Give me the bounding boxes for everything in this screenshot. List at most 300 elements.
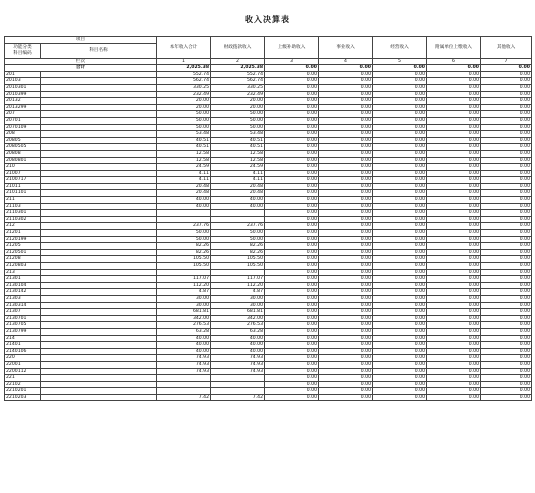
row-other-income: 0.00	[481, 328, 532, 335]
row-total-income: 7.42	[157, 394, 211, 401]
row-business-income: 0.00	[319, 388, 373, 395]
row-code: 2120803	[5, 263, 41, 270]
row-name	[41, 276, 157, 283]
row-name	[41, 98, 157, 105]
row-operating-income: 0.00	[373, 170, 427, 177]
row-business-income: 0.00	[319, 295, 373, 302]
row-operating-income: 0.00	[373, 98, 427, 105]
row-affiliate-income: 0.00	[427, 269, 481, 276]
row-business-income: 0.00	[319, 335, 373, 342]
row-fiscal-income: 53.48	[211, 131, 265, 138]
row-code: 2130104	[5, 282, 41, 289]
row-name	[41, 322, 157, 329]
row-operating-income: 0.00	[373, 124, 427, 131]
row-operating-income: 0.00	[373, 302, 427, 309]
row-name	[41, 348, 157, 355]
table-row	[5, 309, 532, 316]
table-row	[5, 328, 532, 335]
row-affiliate-income: 0.00	[427, 375, 481, 382]
table-header-top	[5, 37, 532, 44]
row-total-income	[157, 381, 211, 388]
row-fiscal-income: 4.11	[211, 170, 265, 177]
table-row	[5, 381, 532, 388]
row-fiscal-income: 40.51	[211, 137, 265, 144]
row-total-income: 562.74	[157, 78, 211, 85]
row-name	[41, 170, 157, 177]
row-operating-income: 0.00	[373, 183, 427, 190]
row-name	[41, 269, 157, 276]
row-superior-subsidy: 0.00	[265, 131, 319, 138]
row-operating-income: 0.00	[373, 309, 427, 316]
row-fiscal-income: 4.11	[211, 177, 265, 184]
row-name	[41, 236, 157, 243]
index-num: 5	[373, 58, 427, 65]
row-operating-income: 0.00	[373, 348, 427, 355]
row-code: 20701	[5, 117, 41, 124]
row-fiscal-income: 40.00	[211, 342, 265, 349]
row-other-income: 0.00	[481, 315, 532, 322]
row-other-income: 0.00	[481, 394, 532, 401]
row-name	[41, 335, 157, 342]
row-code: 2101101	[5, 190, 41, 197]
row-name	[41, 328, 157, 335]
row-fiscal-income: 112.20	[211, 282, 265, 289]
row-other-income: 0.00	[481, 190, 532, 197]
row-fiscal-income: 40.00	[211, 348, 265, 355]
row-name	[41, 355, 157, 362]
row-affiliate-income: 0.00	[427, 137, 481, 144]
row-code: 21208	[5, 256, 41, 263]
row-total-income: 232.49	[157, 91, 211, 98]
row-business-income: 0.00	[319, 164, 373, 171]
row-affiliate-income: 0.00	[427, 157, 481, 164]
row-operating-income: 0.00	[373, 137, 427, 144]
row-total-income: 50.00	[157, 230, 211, 237]
row-code: 208	[5, 131, 41, 138]
row-code: 2080505	[5, 144, 41, 151]
col-header-5: 经营收入	[373, 37, 427, 59]
row-other-income: 0.00	[481, 144, 532, 151]
row-affiliate-income: 0.00	[427, 236, 481, 243]
row-total-income: 40.51	[157, 137, 211, 144]
row-business-income: 0.00	[319, 361, 373, 368]
index-num: 7	[481, 58, 532, 65]
row-name	[41, 375, 157, 382]
table-row	[5, 289, 532, 296]
row-business-income: 0.00	[319, 394, 373, 401]
row-total-income: 20.00	[157, 104, 211, 111]
row-code: 20805	[5, 137, 41, 144]
row-superior-subsidy: 0.00	[265, 355, 319, 362]
row-code: 2130701	[5, 315, 41, 322]
row-fiscal-income: 30.00	[211, 302, 265, 309]
row-other-income: 0.00	[481, 137, 532, 144]
row-affiliate-income: 0.00	[427, 144, 481, 151]
row-superior-subsidy: 0.00	[265, 315, 319, 322]
index-num: 3	[265, 58, 319, 65]
row-code: 21205	[5, 243, 41, 250]
row-business-income: 0.00	[319, 71, 373, 78]
row-fiscal-income: 12.58	[211, 157, 265, 164]
total-value: 2,025.38	[211, 65, 265, 72]
row-fiscal-income: 63.28	[211, 328, 265, 335]
total-row	[5, 65, 532, 72]
row-business-income: 0.00	[319, 190, 373, 197]
table-row	[5, 295, 532, 302]
row-total-income: 63.28	[157, 328, 211, 335]
row-affiliate-income: 0.00	[427, 177, 481, 184]
row-total-income	[157, 269, 211, 276]
row-total-income: 4.87	[157, 289, 211, 296]
row-name	[41, 388, 157, 395]
row-operating-income: 0.00	[373, 197, 427, 204]
row-affiliate-income: 0.00	[427, 289, 481, 296]
row-operating-income: 0.00	[373, 190, 427, 197]
row-fiscal-income: 562.74	[211, 78, 265, 85]
row-superior-subsidy: 0.00	[265, 164, 319, 171]
total-value: 0.00	[265, 65, 319, 72]
income-table	[4, 36, 532, 401]
row-business-income: 0.00	[319, 375, 373, 382]
row-superior-subsidy: 0.00	[265, 328, 319, 335]
row-superior-subsidy: 0.00	[265, 150, 319, 157]
row-code: 21307	[5, 309, 41, 316]
row-fiscal-income: 7.42	[211, 394, 265, 401]
row-other-income: 0.00	[481, 84, 532, 91]
row-name	[41, 361, 157, 368]
row-total-income: 117.07	[157, 276, 211, 283]
table-row	[5, 137, 532, 144]
row-superior-subsidy: 0.00	[265, 249, 319, 256]
row-business-income: 0.00	[319, 78, 373, 85]
table-row	[5, 249, 532, 256]
total-value: 0.00	[427, 65, 481, 72]
row-affiliate-income: 0.00	[427, 335, 481, 342]
row-code: 2140106	[5, 348, 41, 355]
row-fiscal-income: 20.00	[211, 98, 265, 105]
row-affiliate-income: 0.00	[427, 91, 481, 98]
table-row	[5, 91, 532, 98]
row-other-income: 0.00	[481, 381, 532, 388]
table-row	[5, 388, 532, 395]
row-other-income: 0.00	[481, 78, 532, 85]
row-code: 2010399	[5, 91, 41, 98]
row-total-income: 4.11	[157, 170, 211, 177]
row-superior-subsidy: 0.00	[265, 381, 319, 388]
row-affiliate-income: 0.00	[427, 170, 481, 177]
row-superior-subsidy: 0.00	[265, 137, 319, 144]
row-operating-income: 0.00	[373, 91, 427, 98]
row-name	[41, 78, 157, 85]
row-fiscal-income: 50.00	[211, 111, 265, 118]
row-affiliate-income: 0.00	[427, 124, 481, 131]
row-operating-income: 0.00	[373, 203, 427, 210]
table-row	[5, 124, 532, 131]
row-operating-income: 0.00	[373, 210, 427, 217]
row-superior-subsidy: 0.00	[265, 243, 319, 250]
index-row	[5, 58, 532, 65]
table-row	[5, 348, 532, 355]
row-code: 2080801	[5, 157, 41, 164]
row-affiliate-income: 0.00	[427, 328, 481, 335]
row-other-income: 0.00	[481, 249, 532, 256]
row-business-income: 0.00	[319, 315, 373, 322]
row-fiscal-income	[211, 388, 265, 395]
row-operating-income: 0.00	[373, 131, 427, 138]
row-code: 21007	[5, 170, 41, 177]
table-row	[5, 164, 532, 171]
row-code: 220	[5, 355, 41, 362]
row-affiliate-income: 0.00	[427, 190, 481, 197]
row-total-income	[157, 216, 211, 223]
table-row	[5, 210, 532, 217]
row-fiscal-income: 50.00	[211, 124, 265, 131]
row-affiliate-income: 0.00	[427, 84, 481, 91]
row-operating-income: 0.00	[373, 328, 427, 335]
row-business-income: 0.00	[319, 302, 373, 309]
row-business-income: 0.00	[319, 177, 373, 184]
row-code: 20132	[5, 98, 41, 105]
row-operating-income: 0.00	[373, 263, 427, 270]
row-code: 210	[5, 164, 41, 171]
row-other-income: 0.00	[481, 295, 532, 302]
row-other-income: 0.00	[481, 322, 532, 329]
row-total-income: 40.00	[157, 197, 211, 204]
row-total-income	[157, 388, 211, 395]
row-affiliate-income: 0.00	[427, 302, 481, 309]
table-row	[5, 230, 532, 237]
row-fiscal-income: 237.76	[211, 223, 265, 230]
row-name	[41, 302, 157, 309]
table-row	[5, 243, 532, 250]
row-business-income: 0.00	[319, 243, 373, 250]
row-superior-subsidy: 0.00	[265, 144, 319, 151]
row-name	[41, 197, 157, 204]
row-superior-subsidy: 0.00	[265, 230, 319, 237]
row-other-income: 0.00	[481, 289, 532, 296]
row-code: 21301	[5, 276, 41, 283]
row-superior-subsidy: 0.00	[265, 394, 319, 401]
row-total-income: 30.00	[157, 295, 211, 302]
row-name	[41, 111, 157, 118]
row-superior-subsidy: 0.00	[265, 368, 319, 375]
row-operating-income: 0.00	[373, 355, 427, 362]
row-code: 212	[5, 223, 41, 230]
row-business-income: 0.00	[319, 322, 373, 329]
row-other-income: 0.00	[481, 157, 532, 164]
row-business-income: 0.00	[319, 137, 373, 144]
row-affiliate-income: 0.00	[427, 78, 481, 85]
row-business-income: 0.00	[319, 368, 373, 375]
row-business-income: 0.00	[319, 348, 373, 355]
row-name	[41, 144, 157, 151]
row-total-income: 105.50	[157, 263, 211, 270]
row-fiscal-income: 40.00	[211, 197, 265, 204]
row-affiliate-income: 0.00	[427, 348, 481, 355]
row-business-income: 0.00	[319, 183, 373, 190]
table-row	[5, 131, 532, 138]
row-business-income: 0.00	[319, 236, 373, 243]
index-num: 4	[319, 58, 373, 65]
row-name	[41, 124, 157, 131]
row-code: 2013299	[5, 104, 41, 111]
row-superior-subsidy: 0.00	[265, 282, 319, 289]
table-row	[5, 223, 532, 230]
row-name	[41, 157, 157, 164]
row-affiliate-income: 0.00	[427, 256, 481, 263]
row-code: 2120199	[5, 236, 41, 243]
row-fiscal-income: 40.00	[211, 335, 265, 342]
row-name	[41, 243, 157, 250]
row-operating-income: 0.00	[373, 230, 427, 237]
row-code: 214	[5, 335, 41, 342]
row-business-income: 0.00	[319, 91, 373, 98]
row-other-income: 0.00	[481, 177, 532, 184]
row-superior-subsidy: 0.00	[265, 117, 319, 124]
row-affiliate-income: 0.00	[427, 276, 481, 283]
table-row	[5, 375, 532, 382]
row-business-income: 0.00	[319, 117, 373, 124]
row-affiliate-income: 0.00	[427, 282, 481, 289]
row-affiliate-income: 0.00	[427, 315, 481, 322]
row-fiscal-income: 552.74	[211, 71, 265, 78]
row-superior-subsidy: 0.00	[265, 98, 319, 105]
row-other-income: 0.00	[481, 342, 532, 349]
table-row	[5, 71, 532, 78]
row-business-income: 0.00	[319, 263, 373, 270]
row-code: 20808	[5, 150, 41, 157]
row-other-income: 0.00	[481, 282, 532, 289]
index-label: 栏次	[5, 58, 157, 65]
row-total-income: 20.48	[157, 190, 211, 197]
row-business-income: 0.00	[319, 150, 373, 157]
row-business-income: 0.00	[319, 111, 373, 118]
row-other-income: 0.00	[481, 111, 532, 118]
row-code: 21011	[5, 183, 41, 190]
row-operating-income: 0.00	[373, 236, 427, 243]
row-superior-subsidy: 0.00	[265, 157, 319, 164]
row-total-income: 50.00	[157, 111, 211, 118]
row-operating-income: 0.00	[373, 342, 427, 349]
row-business-income: 0.00	[319, 197, 373, 204]
row-fiscal-income	[211, 381, 265, 388]
row-name	[41, 289, 157, 296]
row-total-income: 20.48	[157, 183, 211, 190]
func-code-line1: 功能分类	[13, 45, 32, 50]
row-fiscal-income: 20.00	[211, 104, 265, 111]
table-row	[5, 256, 532, 263]
row-other-income: 0.00	[481, 368, 532, 375]
row-other-income: 0.00	[481, 197, 532, 204]
row-name	[41, 131, 157, 138]
row-business-income: 0.00	[319, 144, 373, 151]
table-row	[5, 177, 532, 184]
row-operating-income: 0.00	[373, 269, 427, 276]
row-superior-subsidy: 0.00	[265, 190, 319, 197]
row-total-income: 40.00	[157, 335, 211, 342]
row-affiliate-income: 0.00	[427, 295, 481, 302]
row-total-income: 50.00	[157, 124, 211, 131]
row-superior-subsidy: 0.00	[265, 111, 319, 118]
table-row	[5, 394, 532, 401]
row-name	[41, 91, 157, 98]
row-business-income: 0.00	[319, 342, 373, 349]
table-row	[5, 335, 532, 342]
table-row	[5, 322, 532, 329]
row-superior-subsidy: 0.00	[265, 203, 319, 210]
index-num: 2	[211, 58, 265, 65]
row-other-income: 0.00	[481, 210, 532, 217]
row-code: 211	[5, 197, 41, 204]
table-row	[5, 150, 532, 157]
row-other-income: 0.00	[481, 104, 532, 111]
row-name	[41, 342, 157, 349]
row-total-income: 552.74	[157, 71, 211, 78]
row-fiscal-income: 12.58	[211, 150, 265, 157]
row-superior-subsidy: 0.00	[265, 236, 319, 243]
row-operating-income: 0.00	[373, 249, 427, 256]
row-total-income: 12.58	[157, 157, 211, 164]
row-business-income: 0.00	[319, 131, 373, 138]
row-total-income: 40.00	[157, 348, 211, 355]
row-business-income: 0.00	[319, 355, 373, 362]
row-superior-subsidy: 0.00	[265, 342, 319, 349]
row-superior-subsidy: 0.00	[265, 71, 319, 78]
row-code: 2110302	[5, 216, 41, 223]
row-total-income: 82.26	[157, 249, 211, 256]
row-fiscal-income: 74.93	[211, 368, 265, 375]
row-business-income: 0.00	[319, 216, 373, 223]
row-total-income: 330.25	[157, 84, 211, 91]
row-superior-subsidy: 0.00	[265, 295, 319, 302]
row-superior-subsidy: 0.00	[265, 177, 319, 184]
row-operating-income: 0.00	[373, 150, 427, 157]
row-code: 2130799	[5, 328, 41, 335]
row-total-income: 50.00	[157, 236, 211, 243]
row-affiliate-income: 0.00	[427, 368, 481, 375]
row-code: 201	[5, 71, 41, 78]
row-affiliate-income: 0.00	[427, 322, 481, 329]
row-other-income: 0.00	[481, 388, 532, 395]
row-total-income: 53.48	[157, 131, 211, 138]
row-name	[41, 190, 157, 197]
col-header-4: 事业收入	[319, 37, 373, 59]
row-name	[41, 315, 157, 322]
row-other-income: 0.00	[481, 124, 532, 131]
row-superior-subsidy: 0.00	[265, 104, 319, 111]
row-other-income: 0.00	[481, 276, 532, 283]
func-code-line2: 科目编码	[13, 50, 32, 56]
row-other-income: 0.00	[481, 309, 532, 316]
row-fiscal-income: 117.07	[211, 276, 265, 283]
row-fiscal-income: 82.26	[211, 243, 265, 250]
row-fiscal-income: 82.26	[211, 249, 265, 256]
row-affiliate-income: 0.00	[427, 394, 481, 401]
row-other-income: 0.00	[481, 91, 532, 98]
row-affiliate-income: 0.00	[427, 342, 481, 349]
row-superior-subsidy: 0.00	[265, 170, 319, 177]
row-superior-subsidy: 0.00	[265, 223, 319, 230]
row-affiliate-income: 0.00	[427, 203, 481, 210]
row-name	[41, 230, 157, 237]
row-other-income: 0.00	[481, 150, 532, 157]
index-num: 6	[427, 58, 481, 65]
row-fiscal-income: 50.00	[211, 117, 265, 124]
row-total-income: 112.20	[157, 282, 211, 289]
row-affiliate-income: 0.00	[427, 361, 481, 368]
row-total-income: 74.93	[157, 361, 211, 368]
row-total-income: 237.76	[157, 223, 211, 230]
